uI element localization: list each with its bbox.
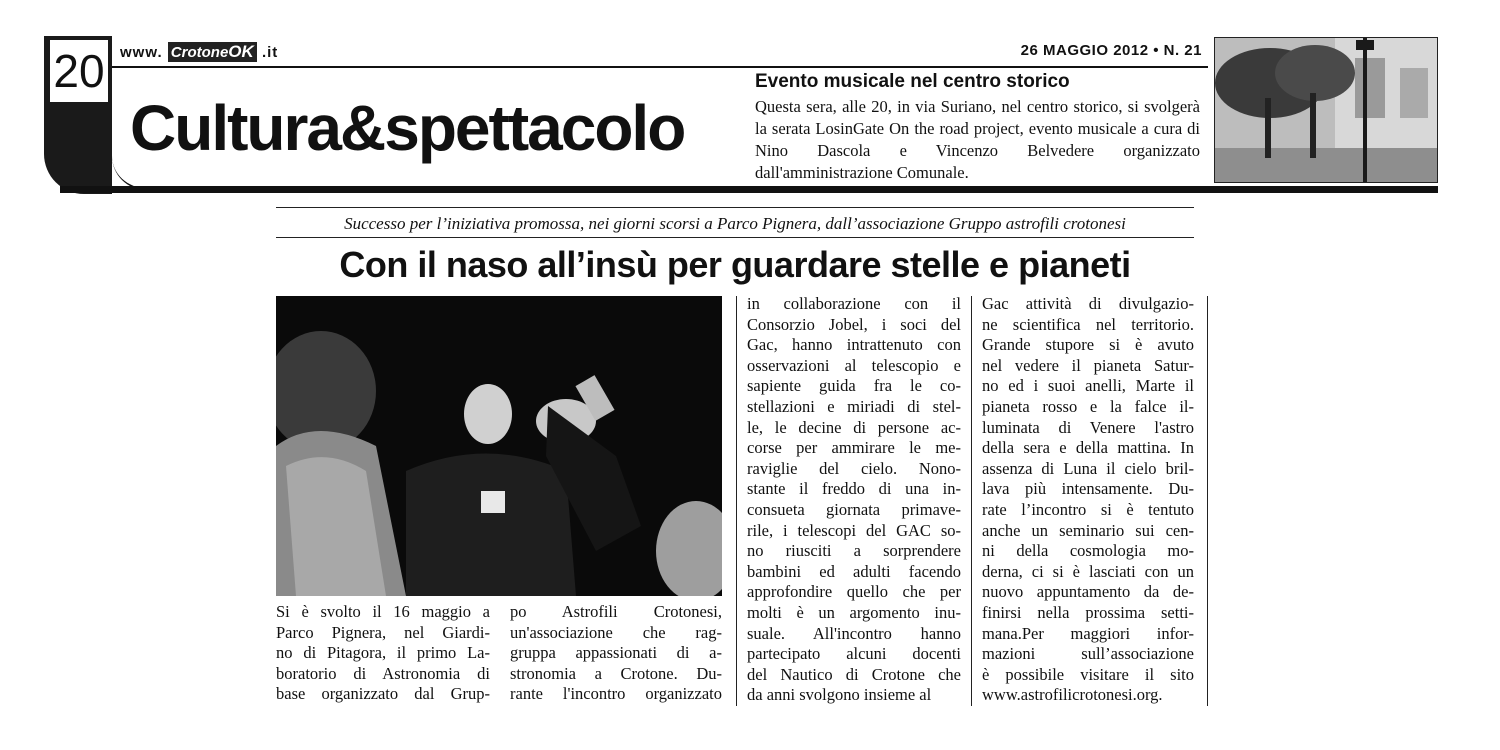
column-4-line-7: luminata di Venere l'astro [982, 417, 1194, 437]
site-logo-a: Crotone [170, 44, 229, 61]
header-bottom-rule [60, 186, 1438, 193]
promo-box [755, 70, 1200, 184]
column-4-line-15: nuovo appuntamento da de- [982, 582, 1194, 602]
column-1-line-3: no di Pitagora, il primo La- [276, 643, 490, 663]
column-3-line-20: da anni svolgono insieme al [747, 685, 932, 705]
column-3-line-2: Consorzio Jobel, i soci del [747, 314, 961, 334]
column-4-line-6: pianeta rosso e la falce il- [982, 396, 1194, 416]
column-4-line-13: ni della cosmologia mo- [982, 541, 1194, 561]
article-headline: Con il naso all’insù per guardare stelle e pianeti [339, 244, 1131, 285]
column-4-line-16: finirsi nella prossima setti- [982, 602, 1194, 622]
column-3-line-17: suale. All'incontro hanno [747, 623, 961, 643]
column-4-line-2: ne scientifica nel territorio. [982, 314, 1194, 334]
column-2-line-4: stronomia a Crotone. Du- [510, 663, 722, 683]
article-column-3 [747, 294, 961, 706]
site-address[interactable] [120, 42, 278, 62]
article-kicker: Successo per l’iniziativa promossa, nei giorni scorsi a Parco Pignera, dall’associazione Gruppo astrofili crotonesi [344, 214, 1126, 233]
column-1-line-2: Parco Pignera, nel Giardi- [276, 622, 490, 642]
column-4-line-14: derna, ci si è lasciati con un [982, 561, 1194, 581]
column-divider-3 [1207, 296, 1208, 706]
column-3-line-11: consueta giornata primave- [747, 499, 961, 519]
column-4-line-20[interactable]: www.astrofilicrotonesi.org. [982, 685, 1163, 705]
column-1-line-5: base organizzato dal Grup- [276, 684, 490, 704]
masthead-line [112, 40, 1202, 64]
column-4-line-11: rate l’incontro si è tentuto [982, 499, 1194, 519]
kicker-bottom-rule [276, 237, 1194, 238]
column-4-line-5: no ed i suoi anelli, Marte il [982, 376, 1194, 396]
article-column-1 [276, 602, 490, 705]
kicker-top-rule [276, 207, 1194, 208]
column-2-line-1: po Astrofili Crotonesi, [510, 602, 722, 621]
column-divider-1 [736, 296, 737, 706]
column-4-line-10: lava più intensamente. Du- [982, 479, 1194, 499]
column-3-line-8: corse per ammirare le me- [747, 438, 961, 458]
column-3-line-19: del Nautico di Crotone che [747, 664, 961, 684]
column-3-line-14: bambini ed adulti facendo [747, 561, 961, 581]
column-1-line-1: Si è svolto il 16 maggio a [276, 602, 490, 621]
page-number: 20 [50, 40, 108, 102]
column-4-line-1: Gac attività di divulgazio- [982, 294, 1194, 313]
column-4-line-8: della sera e della mattina. In [982, 438, 1194, 458]
column-3-line-1: in collaborazione con il [747, 294, 961, 313]
issue-date: 26 MAGGIO 2012 • N. 21 [1020, 42, 1202, 59]
column-3-line-13: no riusciti a sorprendere [747, 541, 961, 561]
promo-title: Evento musicale nel centro storico [755, 71, 1070, 92]
column-4-line-19: è possibile visitare il sito [982, 664, 1194, 684]
column-2-line-5: rante l'incontro organizzato [510, 684, 722, 704]
column-2-line-2: un'associazione che rag- [510, 622, 722, 642]
column-4-line-9: assenza di Luna il cielo bril- [982, 458, 1194, 478]
article-column-2 [510, 602, 722, 705]
column-3-line-6: stellazioni e miriadi di stel- [747, 396, 961, 416]
column-divider-2 [971, 296, 972, 706]
column-3-line-15: approfondire quello che per [747, 582, 961, 602]
column-4-line-12: anche un seminario sui cen- [982, 520, 1194, 540]
column-3-line-7: le, le decine di persone ac- [747, 417, 961, 437]
column-3-line-5: sapiente guida fra le co- [747, 376, 961, 396]
column-4-line-17: mana.Per maggiori infor- [982, 623, 1194, 643]
site-suffix: .it [261, 44, 279, 61]
column-4-line-4: nel vedere il pianeta Satur- [982, 355, 1194, 375]
column-3-line-18: partecipato alcuni docenti [747, 644, 961, 664]
section-title: Cultura&spettacolo [130, 92, 685, 164]
site-logo [168, 42, 257, 62]
column-2-line-3: gruppa appassionati di a- [510, 643, 722, 663]
column-3-line-4: osservazioni al telescopio e [747, 355, 961, 375]
site-logo-b: OK [228, 42, 254, 61]
column-1-line-4: boratorio di Astronomia di [276, 663, 490, 683]
column-3-line-16: molti è un argomento inu- [747, 602, 961, 622]
column-3-line-12: rile, i telescopi del GAC so- [747, 520, 961, 540]
column-4-line-18: mazioni sull’associazione [982, 644, 1194, 664]
article-photo [276, 296, 722, 596]
site-prefix: www. [120, 44, 163, 61]
article-column-4 [982, 294, 1194, 706]
column-4-line-3: Grande stupore si è avuto [982, 335, 1194, 355]
column-3-line-10: stante il freddo di una in- [747, 479, 961, 499]
promo-body: Questa sera, alle 20, in via Suriano, nel centro storico, si svolgerà la serata LosinGate On the road project, evento musicale a cura di Nino Dascola e Vincenzo Belvedere organizzato dall'amministrazione Comunale. [755, 97, 1200, 182]
column-3-line-3: Gac, hanno intrattenuto con [747, 335, 961, 355]
promo-photo [1214, 37, 1438, 183]
column-3-line-9: raviglie del cielo. Nono- [747, 458, 961, 478]
